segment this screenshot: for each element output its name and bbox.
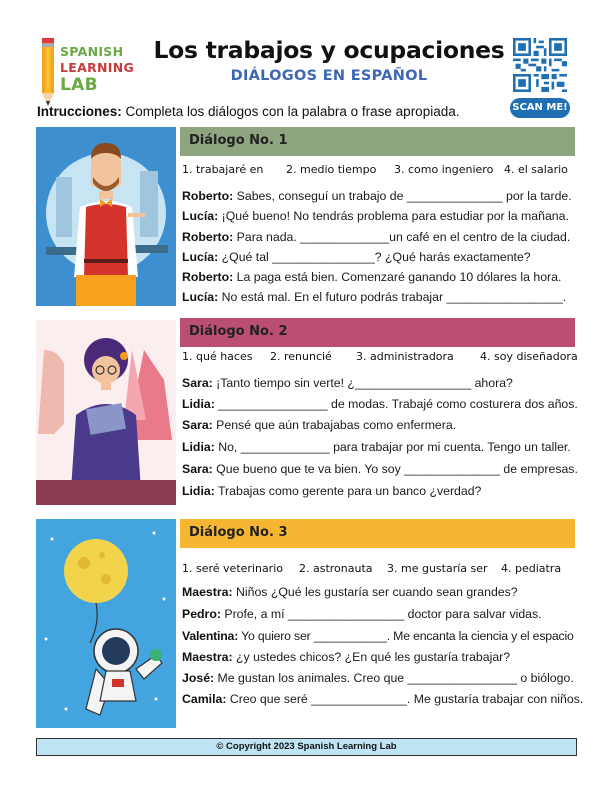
speaker: Sara: <box>182 462 213 476</box>
speaker: Pedro: <box>182 607 221 621</box>
dialog-3-header <box>180 519 575 548</box>
line-text: ¿Qué tal _______________? ¿Qué harás exactamente? <box>218 250 531 264</box>
speaker: Maestra: <box>182 585 233 599</box>
dialog-1-line <box>182 290 587 304</box>
logo-line-1: SPANISH <box>60 44 124 59</box>
dialog-2-option: 3. administradora <box>356 350 454 363</box>
logo <box>38 38 153 108</box>
dialog-1-line <box>182 250 587 264</box>
speaker: Lidia: <box>182 397 215 411</box>
dialog-1-option: 3. como ingeniero <box>394 163 494 176</box>
dialog-1-option: 2. medio tiempo <box>286 163 377 176</box>
copyright-footer: © Copyright 2023 Spanish Learning Lab <box>36 738 577 756</box>
dialog-3-line <box>182 629 587 643</box>
speaker: Camila: <box>182 692 227 706</box>
dialog-2-line <box>182 376 587 390</box>
line-text: No, _____________ para trabajar por mi cuenta. Tengo un taller. <box>214 440 571 454</box>
line-text: Niños ¿Qué les gustaría ser cuando sean grandes? <box>232 585 518 599</box>
line-text: No está mal. En el futuro podrás trabajar _________________. <box>218 290 567 304</box>
pencil-icon <box>38 38 60 110</box>
line-text: ¡Qué bueno! No tendrás problema para estudiar por la mañana. <box>218 209 569 223</box>
dialog-3-line <box>182 650 587 664</box>
speaker: Lidia: <box>182 440 215 454</box>
line-text: ¿y ustedes chicos? ¿En qué les gustaría trabajar? <box>232 650 511 664</box>
speaker: Sara: <box>182 376 213 390</box>
dialog-1-options <box>182 163 582 176</box>
line-text: La paga está bien. Comenzaré ganando 10 dólares la hora. <box>233 270 562 284</box>
dialog-1-line <box>182 230 587 244</box>
speaker: Roberto: <box>182 189 234 203</box>
dialog-2-option: 2. renuncié <box>270 350 332 363</box>
instructions-label: Intrucciones: <box>37 104 122 119</box>
dialog-2-option: 1. qué haces <box>182 350 253 363</box>
scan-me-badge[interactable]: SCAN ME! <box>510 98 570 118</box>
dialog-3-title: Diálogo No. 3 <box>189 525 288 540</box>
astronaut-illustration <box>36 519 176 728</box>
speaker: Lucía: <box>182 290 219 304</box>
line-text: ________________ de modas. Trabajé como costurera dos años. <box>214 397 578 411</box>
speaker: Lucía: <box>182 209 219 223</box>
designer-illustration <box>36 320 176 505</box>
dialog-3-line <box>182 585 587 599</box>
dialog-3-option: 1. seré veterinario <box>182 562 283 575</box>
speaker: Valentina: <box>182 629 239 643</box>
dialog-2-line <box>182 462 587 476</box>
logo-line-2: LEARNING <box>60 60 135 75</box>
page-title: Los trabajos y ocupaciones <box>153 36 505 64</box>
line-text: Que bueno que te va bien. Yo soy ______________ de empresas. <box>212 462 578 476</box>
dialog-2-line <box>182 484 587 498</box>
line-text: ¡Tanto tiempo sin verte! ¿_________________ ahora? <box>212 376 513 390</box>
speaker: José: <box>182 671 215 685</box>
dialog-1-line <box>182 189 587 203</box>
line-text: Profe, a mí _________________ doctor para salvar vidas. <box>220 607 542 621</box>
dialog-3-line <box>182 607 587 621</box>
speaker: Lucía: <box>182 250 219 264</box>
dialog-2-line <box>182 440 587 454</box>
dialog-2-title: Diálogo No. 2 <box>189 324 288 339</box>
dialog-1-line <box>182 209 587 223</box>
waiter-illustration <box>36 127 176 306</box>
dialog-3-option: 3. me gustaría ser <box>387 562 488 575</box>
line-text: Trabajas como gerente para un banco ¿verdad? <box>214 484 482 498</box>
instructions-text: Completa los diálogos con la palabra o frase apropiada. <box>121 104 460 119</box>
line-text: Sabes, conseguí un trabajo de ______________ por la tarde. <box>233 189 572 203</box>
qr-code-icon[interactable] <box>513 38 567 92</box>
dialog-3-line <box>182 692 587 706</box>
dialog-2-option: 4. soy diseñadora <box>480 350 578 363</box>
instructions <box>37 104 459 119</box>
line-text: Me gustan los animales. Creo que ________________ o biólogo. <box>214 671 574 685</box>
dialog-3-option: 4. pediatra <box>501 562 562 575</box>
dialog-2-options <box>182 350 582 363</box>
speaker: Roberto: <box>182 270 234 284</box>
line-text: Para nada. _____________un café en el centro de la ciudad. <box>233 230 571 244</box>
line-text: Yo quiero ser ___________. Me encanta la ciencia y el espacio <box>238 629 574 643</box>
dialog-3-option: 2. astronauta <box>299 562 373 575</box>
dialog-1-option: 1. trabajaré en <box>182 163 264 176</box>
dialog-2-line <box>182 397 587 411</box>
dialog-3-line <box>182 671 587 685</box>
dialog-2-header <box>180 318 575 347</box>
line-text: Creo que seré ______________. Me gustaría trabajar con niños. <box>226 692 584 706</box>
dialog-1-title: Diálogo No. 1 <box>189 133 288 148</box>
dialog-1-header <box>180 127 575 156</box>
logo-line-3: LAB <box>60 75 98 95</box>
speaker: Lidia: <box>182 484 215 498</box>
line-text: Pensé que aún trabajabas como enfermera. <box>212 418 457 432</box>
speaker: Maestra: <box>182 650 233 664</box>
speaker: Roberto: <box>182 230 234 244</box>
speaker: Sara: <box>182 418 213 432</box>
dialog-3-options <box>182 562 582 575</box>
page-subtitle: DIÁLOGOS EN ESPAÑOL <box>230 68 428 84</box>
dialog-1-line <box>182 270 587 284</box>
dialog-2-line <box>182 418 587 432</box>
dialog-1-option: 4. el salario <box>504 163 568 176</box>
